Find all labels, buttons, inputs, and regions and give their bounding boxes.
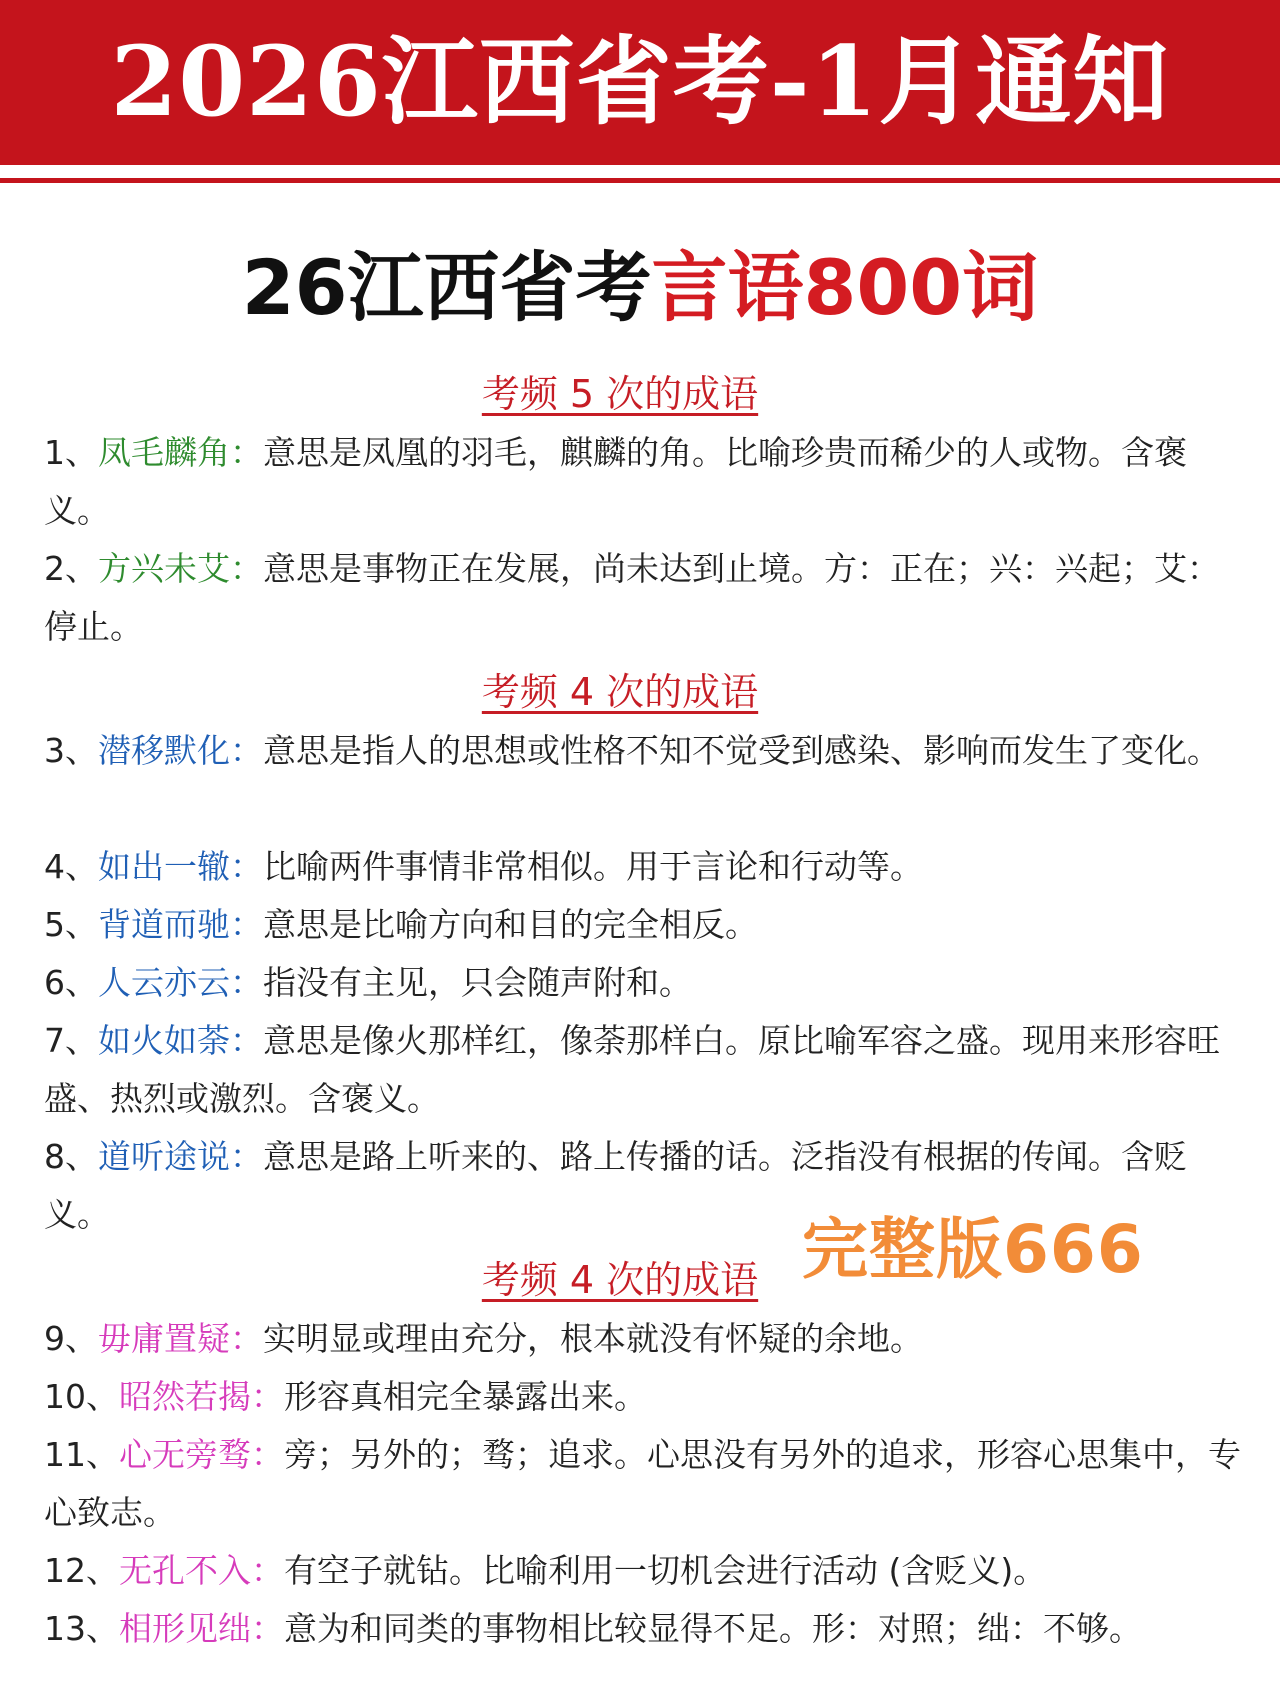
entry-number: 2、	[44, 549, 98, 588]
list-item	[44, 1542, 1244, 1600]
entry-term: 相形见绌	[119, 1609, 251, 1648]
entry-definition: 意思是像火那样红，像荼那样白。原比喻军容之盛。现用来形容旺盛、热烈或激烈。含褒义。	[44, 1021, 1220, 1118]
entry-definition: 实明显或理由充分，根本就没有怀疑的余地。	[263, 1319, 923, 1358]
entry-separator: ：	[230, 433, 263, 472]
entry-number: 4、	[44, 847, 98, 886]
entry-separator: ：	[251, 1377, 284, 1416]
entry-separator: ：	[230, 549, 263, 588]
list-item	[44, 1012, 1244, 1128]
entry-separator: ：	[230, 963, 263, 1002]
list-item	[44, 1600, 1244, 1658]
entry-separator: ：	[230, 905, 263, 944]
list-item	[44, 1426, 1244, 1542]
entry-separator: ：	[230, 1137, 263, 1176]
entry-separator: ：	[230, 1319, 263, 1358]
entry-number: 12、	[44, 1551, 119, 1590]
entry-number: 8、	[44, 1137, 98, 1176]
entry-definition: 比喻两件事情非常相似。用于言论和行动等。	[263, 847, 923, 886]
section-heading-freq5	[0, 366, 1240, 422]
entry-separator: ：	[230, 731, 263, 770]
list-item	[44, 722, 1244, 780]
entry-number: 6、	[44, 963, 98, 1002]
entry-term: 潜移默化	[98, 731, 230, 770]
entry-separator: ：	[230, 1021, 263, 1060]
page-title: 2026江西省考-1月通知	[110, 25, 1170, 138]
entry-term: 如火如荼	[98, 1021, 230, 1060]
section-label: 考频 5 次的成语	[481, 372, 759, 416]
list-item	[44, 540, 1244, 656]
entry-number: 9、	[44, 1319, 98, 1358]
entry-definition: 形容真相完全暴露出来。	[284, 1377, 647, 1416]
entry-number: 7、	[44, 1021, 98, 1060]
entry-term: 昭然若揭	[119, 1377, 251, 1416]
entry-definition: 意为和同类的事物相比较显得不足。形：对照；绌：不够。	[284, 1609, 1142, 1648]
list-item	[44, 896, 1244, 954]
entry-separator: ：	[251, 1551, 284, 1590]
entry-term: 背道而驰	[98, 905, 230, 944]
section-heading-freq4	[0, 664, 1240, 720]
entry-number: 5、	[44, 905, 98, 944]
entry-separator: ：	[251, 1435, 284, 1474]
entry-number: 11、	[44, 1435, 119, 1474]
title-part-highlight: 言语800词	[651, 243, 1039, 332]
entry-separator: ：	[230, 847, 263, 886]
document-title	[0, 238, 1280, 338]
entry-number: 3、	[44, 731, 98, 770]
entry-term: 无孔不入	[119, 1551, 251, 1590]
entry-term: 心无旁骛	[119, 1435, 251, 1474]
entry-definition: 意思是指人的思想或性格不知不觉受到感染、影响而发生了变化。	[263, 731, 1220, 770]
entry-term: 方兴未艾	[98, 549, 230, 588]
section-label: 考频 4 次的成语	[481, 670, 759, 714]
section-label: 考频 4 次的成语	[481, 1258, 759, 1302]
entry-definition: 意思是凤凰的羽毛，麒麟的角。比喻珍贵而稀少的人或物。含褒义。	[44, 433, 1187, 530]
entry-term: 道听途说	[98, 1137, 230, 1176]
entry-term: 如出一辙	[98, 847, 230, 886]
entry-number: 10、	[44, 1377, 119, 1416]
entry-term: 人云亦云	[98, 963, 230, 1002]
list-item	[44, 838, 1244, 896]
entry-term: 毋庸置疑	[98, 1319, 230, 1358]
entry-term: 凤毛麟角	[98, 433, 230, 472]
divider	[0, 178, 1280, 183]
entry-definition: 旁；另外的；骛；追求。心思没有另外的追求，形容心思集中，专心致志。	[44, 1435, 1241, 1532]
entry-separator: ：	[251, 1609, 284, 1648]
entry-definition: 意思是事物正在发展，尚未达到止境。方：正在；兴：兴起；艾：停止。	[44, 549, 1220, 646]
entry-definition: 有空子就钻。比喻利用一切机会进行活动 (含贬义)。	[284, 1551, 1047, 1590]
watermark-text: 完整版666	[802, 1211, 1144, 1288]
list-item	[44, 1310, 1244, 1368]
entry-definition: 指没有主见，只会随声附和。	[263, 963, 692, 1002]
list-item	[44, 424, 1244, 540]
list-item	[44, 954, 1244, 1012]
entry-definition: 意思是比喻方向和目的完全相反。	[263, 905, 758, 944]
entry-number: 1、	[44, 433, 98, 472]
title-part-main: 26江西省考	[241, 243, 652, 332]
entry-definition: 意思是路上听来的、路上传播的话。泛指没有根据的传闻。含贬义。	[44, 1137, 1187, 1234]
list-item	[44, 1368, 1244, 1426]
entry-number: 13、	[44, 1609, 119, 1648]
